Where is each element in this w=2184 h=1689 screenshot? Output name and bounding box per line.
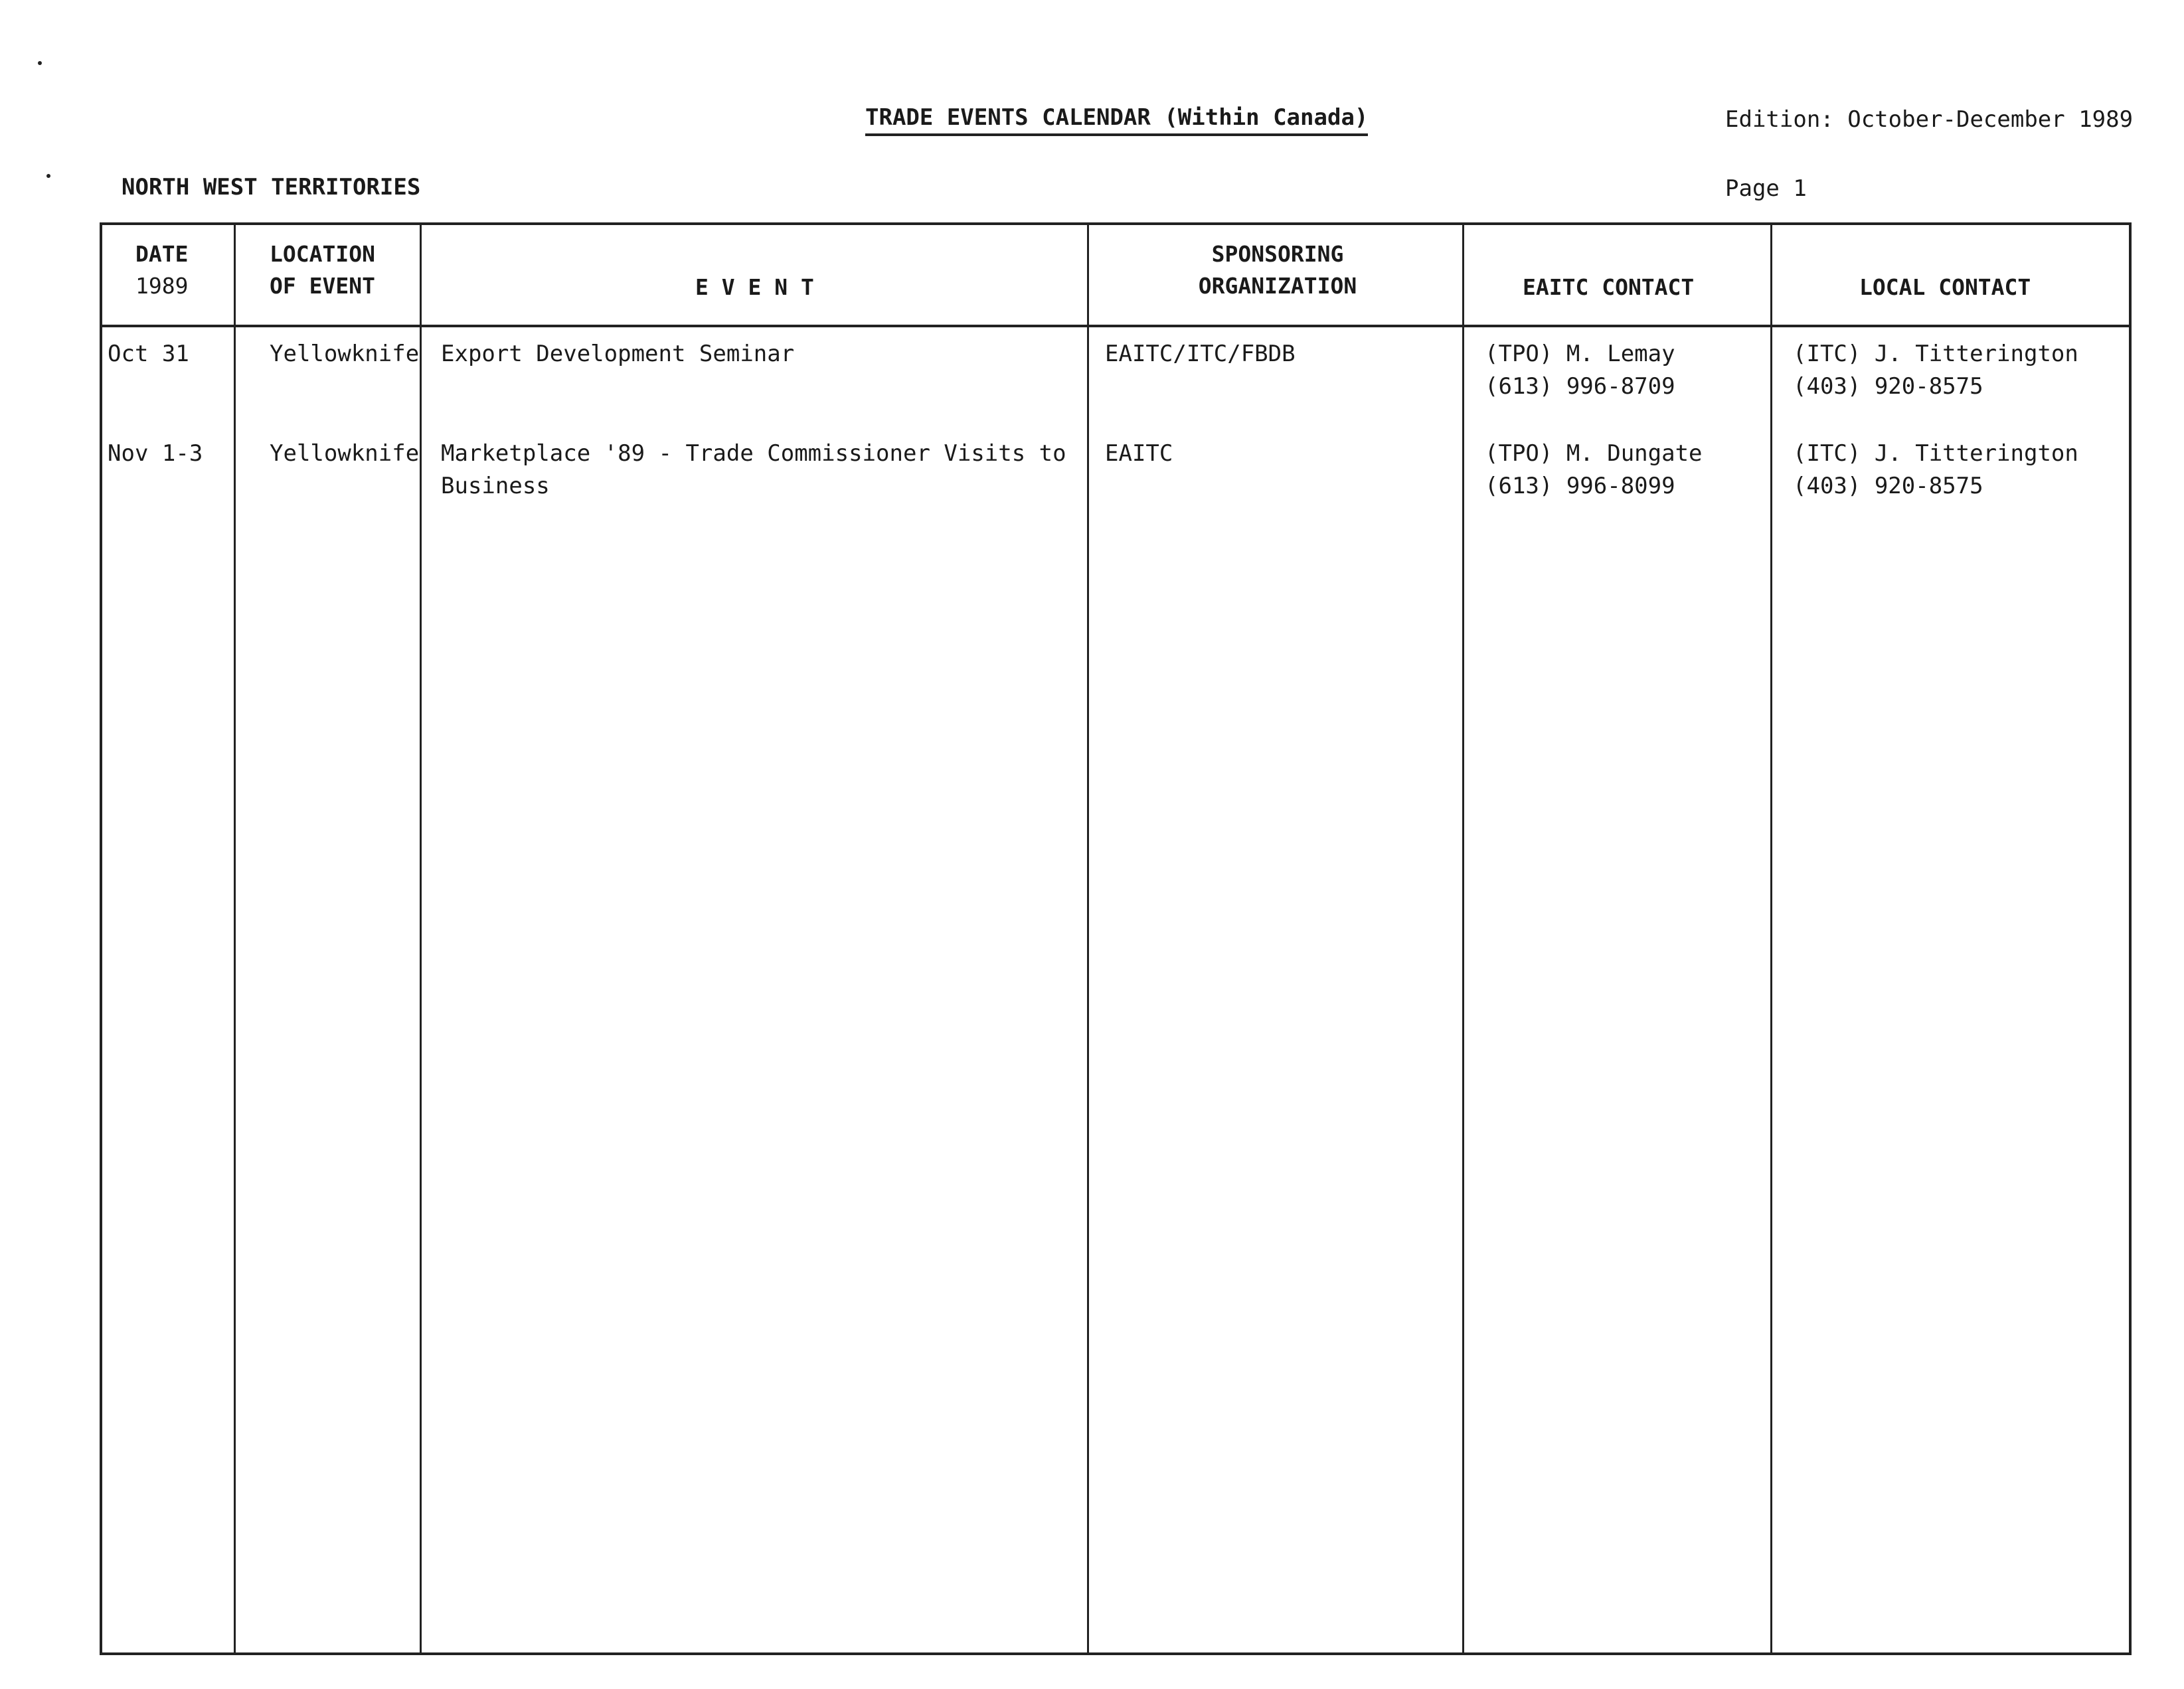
row1-eaitc-contact-name: (TPO) M. Lemay bbox=[1485, 341, 1675, 367]
scan-mark bbox=[38, 61, 42, 65]
sponsor-header-line1: SPONSORING bbox=[1211, 241, 1344, 267]
row2-eaitc-contact-phone: (613) 996-8099 bbox=[1485, 473, 1675, 499]
row2-date: Nov 1-3 bbox=[108, 440, 203, 467]
column-divider bbox=[1770, 225, 1772, 1652]
column-header-location bbox=[270, 238, 375, 302]
column-header-date bbox=[135, 238, 188, 302]
date-header-label: DATE bbox=[135, 241, 189, 267]
page-number: Page 1 bbox=[1725, 175, 1807, 202]
region-heading: NORTH WEST TERRITORIES bbox=[122, 174, 421, 201]
events-table bbox=[100, 222, 2132, 1655]
page-title: TRADE EVENTS CALENDAR (Within Canada) bbox=[865, 104, 1368, 136]
row2-event-line1: Marketplace '89 - Trade Commissioner Visits to bbox=[441, 440, 1066, 467]
header-divider bbox=[102, 325, 2129, 327]
edition-label: Edition: October-December 1989 bbox=[1725, 106, 2134, 133]
scan-mark bbox=[46, 174, 50, 178]
row1-eaitc-contact-phone: (613) 996-8709 bbox=[1485, 373, 1675, 400]
row1-event: Export Development Seminar bbox=[441, 341, 795, 367]
sponsor-header-line2: ORGANIZATION bbox=[1198, 273, 1357, 299]
row2-local-contact-name: (ITC) J. Titterington bbox=[1793, 440, 2078, 467]
column-divider bbox=[1462, 225, 1464, 1652]
column-header-local-contact: LOCAL CONTACT bbox=[1859, 274, 2031, 300]
date-header-year: 1989 bbox=[135, 273, 189, 299]
row1-local-contact-phone: (403) 920-8575 bbox=[1793, 373, 1983, 400]
row2-location: Yellowknife bbox=[270, 440, 420, 467]
row2-event-line2: Business bbox=[441, 473, 550, 499]
column-header-sponsor bbox=[1185, 238, 1371, 302]
row2-sponsor: EAITC bbox=[1105, 440, 1173, 467]
row1-local-contact-name: (ITC) J. Titterington bbox=[1793, 341, 2078, 367]
column-header-event: E V E N T bbox=[695, 274, 814, 300]
column-divider bbox=[234, 225, 236, 1652]
column-divider bbox=[420, 225, 422, 1652]
column-divider bbox=[1087, 225, 1089, 1652]
location-header-line1: LOCATION bbox=[270, 241, 375, 267]
column-header-eaitc-contact: EAITC CONTACT bbox=[1523, 274, 1695, 300]
row2-eaitc-contact-name: (TPO) M. Dungate bbox=[1485, 440, 1703, 467]
row2-local-contact-phone: (403) 920-8575 bbox=[1793, 473, 1983, 499]
row1-date: Oct 31 bbox=[108, 341, 189, 367]
row1-location: Yellowknife bbox=[270, 341, 420, 367]
row1-sponsor: EAITC/ITC/FBDB bbox=[1105, 341, 1296, 367]
location-header-line2: OF EVENT bbox=[270, 273, 375, 299]
